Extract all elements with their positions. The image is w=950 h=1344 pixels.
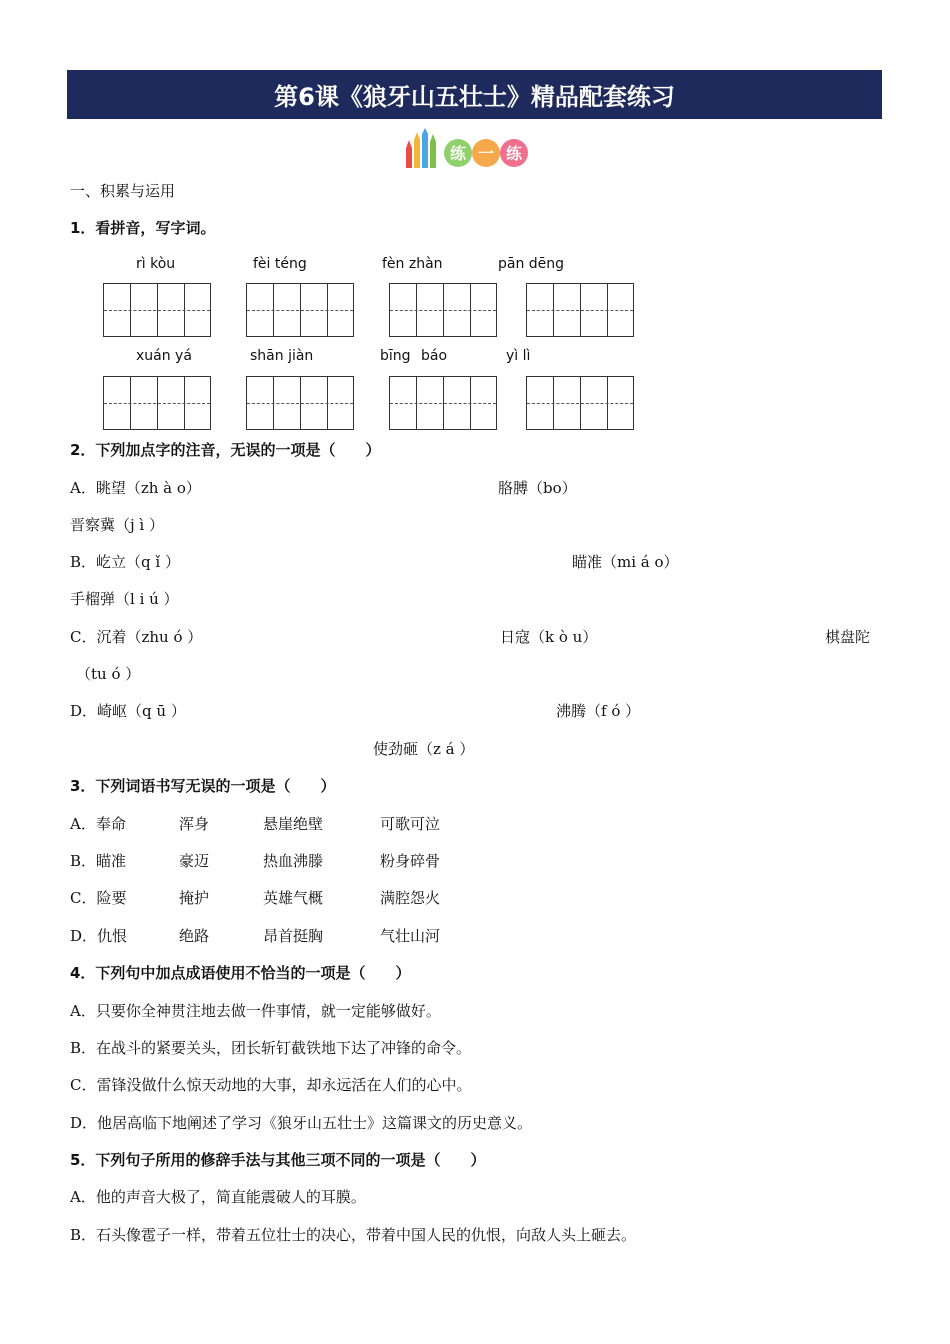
option-a[interactable]: A．只要你全神贯注地去做一件事情，就一定能够做好。 (70, 1002, 441, 1020)
pinyin-label: bīng báo (380, 348, 448, 364)
option-c[interactable]: C．险要 (70, 889, 127, 907)
option-d[interactable]: D．崎岖（q ū ） (70, 702, 186, 720)
writing-grid[interactable] (526, 283, 634, 337)
word: 气壮山河 (380, 927, 441, 945)
word: 浑身 (179, 815, 210, 833)
writing-grid[interactable] (526, 376, 634, 430)
option-c[interactable]: C．沉着（zhu ó ） (70, 628, 203, 646)
writing-grid[interactable] (389, 283, 497, 337)
writing-grid[interactable] (103, 283, 211, 337)
word: 热血沸滕 (263, 852, 324, 870)
option-text: 使劲砸（z á ） (373, 740, 475, 758)
pinyin-label: shān jiàn (250, 348, 314, 364)
pinyin-label: pān dēng (498, 256, 565, 272)
option-a[interactable]: A．他的声音大极了，简直能震破人的耳膜。 (70, 1188, 366, 1206)
logo-char-1: 练 (449, 144, 467, 163)
option-text: 胳膊（bo） (498, 479, 577, 497)
word: 豪迈 (179, 852, 210, 870)
option-b[interactable]: B．在战斗的紧要关头，团长斩钉截铁地下达了冲锋的命令。 (70, 1039, 472, 1057)
writing-grid[interactable] (246, 283, 354, 337)
question-3-stem: 3．下列词语书写无误的一项是（ ） (70, 777, 336, 795)
word: 满腔怨火 (380, 889, 441, 907)
writing-grid[interactable] (246, 376, 354, 430)
word: 粉身碎骨 (380, 852, 441, 870)
question-5-stem: 5．下列句子所用的修辞手法与其他三项不同的一项是（ ） (70, 1151, 486, 1169)
option-a[interactable]: A．眺望（zh à o） (70, 479, 201, 497)
word: 掩护 (179, 889, 210, 907)
option-text: 晋察冀（j ì ） (70, 516, 164, 534)
logo-char-2: 一 (477, 144, 495, 163)
pinyin-label: fèn zhàn (382, 256, 443, 272)
word: 可歌可泣 (380, 815, 441, 833)
option-text: 日寇（k ò u） (500, 628, 598, 646)
option-d[interactable]: D．仇恨 (70, 927, 128, 945)
pinyin-label: fèi téng (253, 256, 307, 272)
word: 悬崖绝壁 (263, 815, 324, 833)
word: 昂首挺胸 (263, 927, 324, 945)
option-text: 手榴弹（l i ú ） (70, 590, 179, 608)
option-d[interactable]: D．他居高临下地阐述了学习《狼牙山五壮士》这篇课文的历史意义。 (70, 1114, 533, 1132)
option-c[interactable]: C．雷锋没做什么惊天动地的大事，却永远活在人们的心中。 (70, 1076, 472, 1094)
pinyin-label: rì kòu (136, 256, 176, 272)
question-1-stem: 1．看拼音，写字词。 (70, 219, 216, 237)
page-title: 第6课《狼牙山五壮士》精品配套练习 (67, 70, 882, 119)
pinyin-label: xuán yá (136, 348, 192, 364)
option-b[interactable]: B．屹立（q ǐ ） (70, 553, 180, 571)
option-text: （tu ó ） (76, 665, 141, 683)
practice-logo (400, 128, 535, 172)
option-text: 瞄准（mi á o） (572, 553, 679, 571)
word: 英雄气概 (263, 889, 324, 907)
option-text: 沸腾（f ó ） (556, 702, 641, 720)
section-heading: 一、积累与运用 (70, 182, 176, 200)
option-a[interactable]: A．奉命 (70, 815, 126, 833)
logo-char-3: 练 (505, 144, 523, 163)
question-4-stem: 4．下列句中加点成语使用不恰当的一项是（ ） (70, 964, 411, 982)
pinyin-label: yì lì (506, 348, 531, 364)
option-text: 棋盘陀 (825, 628, 871, 646)
writing-grid[interactable] (103, 376, 211, 430)
writing-grid[interactable] (389, 376, 497, 430)
pencils-icon (406, 128, 436, 168)
option-b[interactable]: B．石头像雹子一样，带着五位壮士的决心，带着中国人民的仇恨，向敌人头上砸去。 (70, 1226, 637, 1244)
question-2-stem: 2．下列加点字的注音，无误的一项是（ ） (70, 441, 381, 459)
option-b[interactable]: B．瞄准 (70, 852, 127, 870)
word: 绝路 (179, 927, 210, 945)
